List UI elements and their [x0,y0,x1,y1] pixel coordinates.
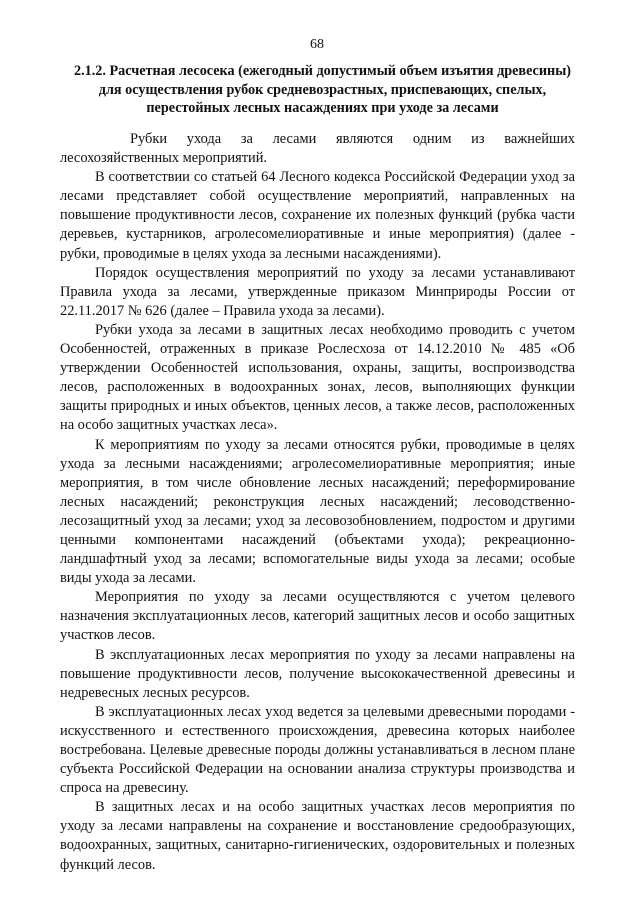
document-body [60,130,575,875]
paragraph: Порядок осуществления мероприятий по уходу за лесами устанавливают Правила ухода за лесами, утвержденные приказом Минприроды России от 22.11.2017 № 626 (далее – Правила ухода за лесами). [60,264,575,319]
paragraph: К мероприятиям по уходу за лесами относятся рубки, проводимые в целях ухода за лесными насаждениями; агролесомелиоративные мероприятия; иные мероприятия, в том числе обновление лесных насаждений; переформирование лесных насаждений; реконструкция лесных насаждений; лесоводственно-лесозащитный уход за лесами; уход за лесовозобновлением, подростом и другими ценными компонентами насаждений (объектами ухода); рекреационно-ландшафтный уход за лесами; вспомогательные виды ухода за лесами; особые виды ухода за лесами. [60,436,575,587]
section-heading: 2.1.2. Расчетная лесосека (ежегодный допустимый объем изъятия древесины) для осуществления рубок средневозрастных, приспевающих, спелых, перестойных лесных насаждениях при уходе за лесами [73,63,572,116]
paragraph: В эксплуатационных лесах мероприятия по уходу за лесами направлены на повышение продуктивности лесов, получение высококачественной древесины и недревесных лесных ресурсов. [60,646,575,701]
paragraph: В эксплуатационных лесах уход ведется за целевыми древесными породами - искусственного и естественного происхождения, древесина которых наиболее востребована. Целевые древесные породы должны устанавливаться в лесном плане субъекта Российской Федерации на основании анализа структуры производства и спроса на древесину. [60,703,575,797]
paragraph: В защитных лесах и на особо защитных участках лесов мероприятия по уходу за лесами направлены на сохранение и восстановление средообразующих, водоохранных, защитных, санитарно-гигиенических, оздоровительных и полезных функций лесов. [60,799,575,873]
paragraph: Мероприятия по уходу за лесами осуществляются с учетом целевого назначения эксплуатационных лесов, категорий защитных лесов и особо защитных участков лесов. [60,589,575,644]
page-number: 68 [310,37,324,52]
paragraph: Рубки ухода за лесами в защитных лесах необходимо проводить с учетом Особенностей, отраженных в приказе Рослесхоза от 14.12.2010 № 485 «Об утверждении Особенностей использования, охраны, защиты, воспроизводства лесов, расположенных в водоохранных зонах, лесов, выполняющих функции защиты природных и иных объектов, ценных лесов, а также лесов, расположенных на особо защитных участках леса». [60,321,575,434]
paragraph: Рубки ухода за лесами являются одним из важнейших лесохозяйственных мероприятий. [60,131,575,167]
paragraph: В соответствии со статьей 64 Лесного кодекса Российской Федерации уход за лесами представляет собой осуществление мероприятий, направленных на повышение продуктивности лесов, сохранение их полезных функций (рубка части деревьев, кустарников, агролесомелиоративные и иные мероприятия) (далее - рубки, проводимые в целях ухода за лесными насаждениями). [60,169,575,262]
